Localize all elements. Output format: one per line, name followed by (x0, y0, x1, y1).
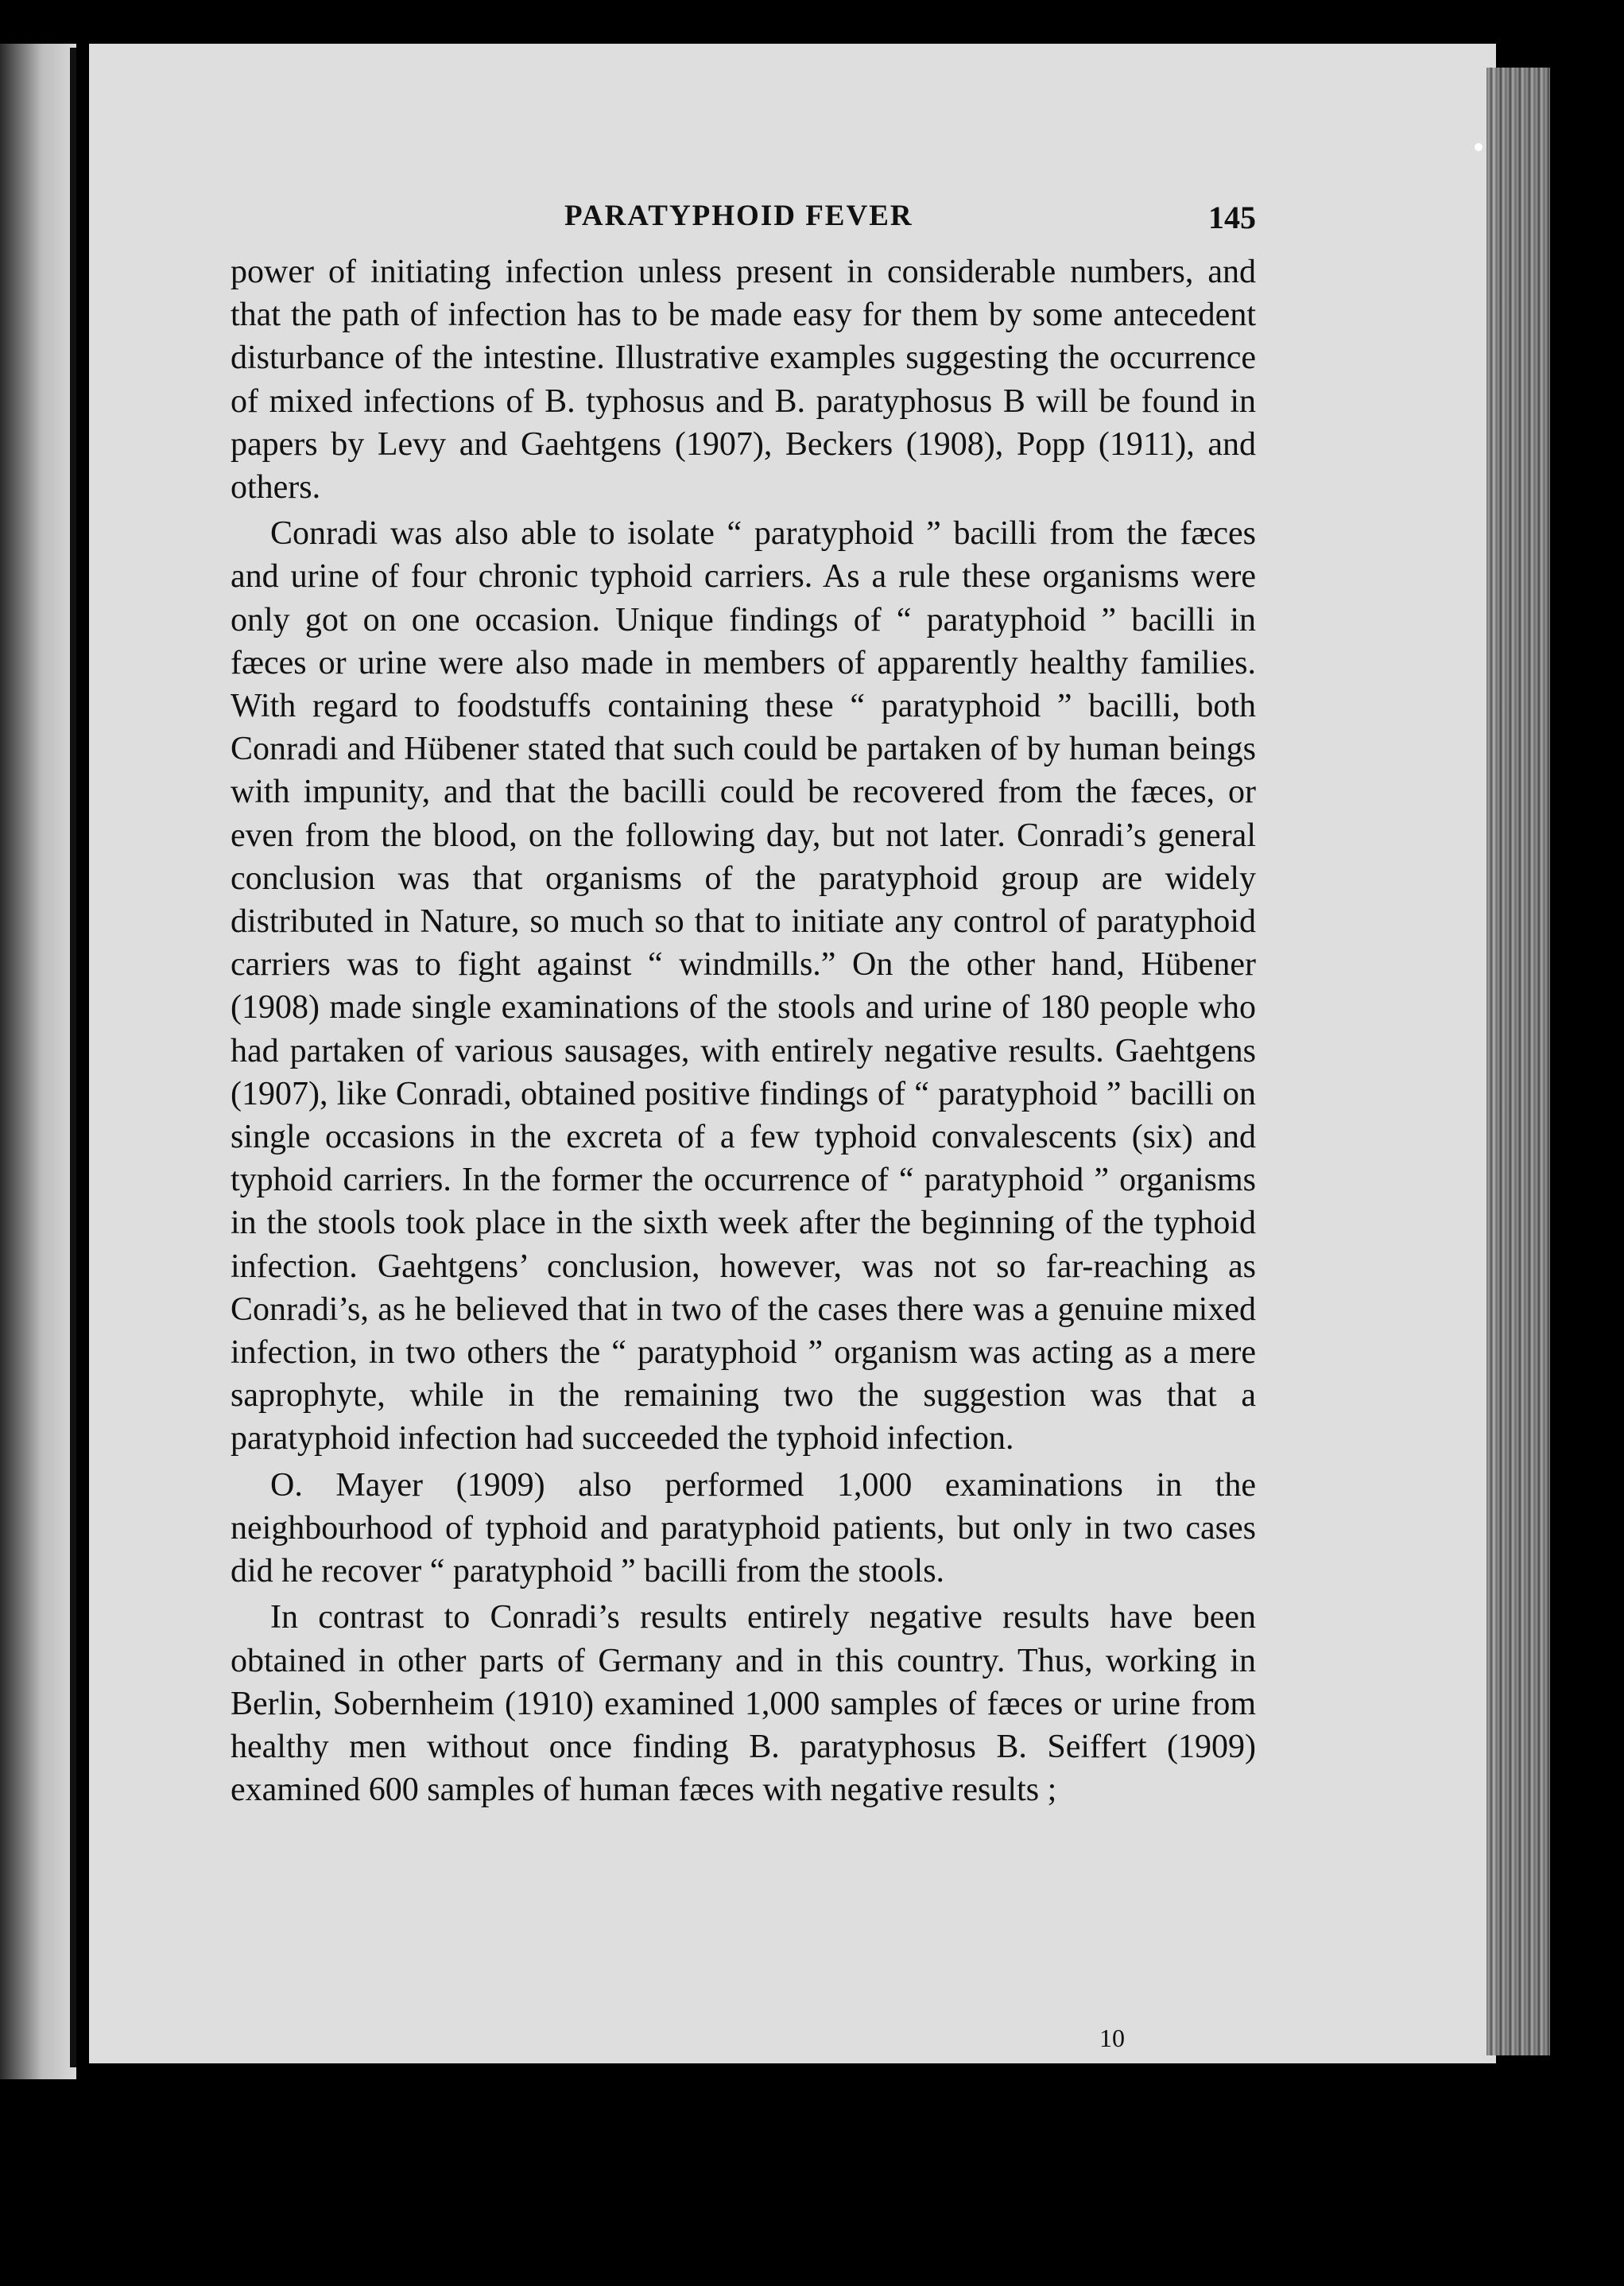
adjacent-page-edge (0, 44, 76, 2079)
page-number: 145 (1208, 200, 1256, 235)
paragraph: O. Mayer (1909) also performed 1,000 examinations in the neighbourhood of typhoid and paratyphoid patients, but only in two cases did he recover “ paratyphoid ” bacilli from the stools. (231, 1466, 1256, 1590)
page-header (231, 199, 1256, 239)
page-stack-edge (1486, 68, 1550, 2055)
paragraph: power of initiating infection unless present in considerable numbers, and that the path of infection has to be made easy for them by some antecedent disturbance of the intestine. Illustrative examples suggesting the occurrence of mixed infections of B. typhosus and B. paratyphosus B will be found in papers by Levy and Gaehtgens (1907), Beckers (1908), Popp (1911), and others. (231, 254, 1256, 506)
paragraph: In contrast to Conradi’s results entirely negative results have been obtained in other parts of Germany and in this country. Thus, working in Berlin, Sobernheim (1910) examined 1,000 samples of fæces or urine from healthy men without once finding B. paratyphosus B. Seiffert (1909) examined 600 samples of human fæces with negative results ; (231, 1599, 1256, 1809)
body-text (231, 250, 1256, 1811)
dust-speck (1475, 143, 1483, 151)
signature-mark: 10 (1099, 2024, 1125, 2052)
paragraph: Conradi was also able to isolate “ paratyphoid ” bacilli from the fæces and urine of four chronic typhoid carriers. As a rule these organisms were only got on one occasion. Unique findings of “ paratyphoid ” bacilli in fæces or urine were also made in members of apparently healthy families. With regard to foodstuffs containing these “ paratyphoid ” bacilli, both Conradi and Hübener stated that such could be partaken of by human beings with impunity, and that the bacilli could be recovered from the fæces, or even from the blood, on the following day, but not later. Conradi’s general conclusion was that organisms of the paratyphoid group are widely distributed in Nature, so much so that to initiate any control of paratyphoid carriers was to fight against “ windmills.” On the other hand, Hübener (1908) made single examinations of the stools and urine of 180 people who had partaken of various sausages, with entirely negative results. Gaehtgens (1907), like Conradi, obtained positive findings of “ paratyphoid ” bacilli on single occasions in the excreta of a few typhoid convalescents (six) and typhoid carriers. In the former the occurrence of “ paratyphoid ” organisms in the stools took place in the sixth week after the beginning of the typhoid infection. Gaehtgens’ conclusion, however, was not so far-reaching as Conradi’s, as he believed that in two of the cases there was a genuine mixed infection, in two others the “ paratyphoid ” organism was acting as a mere saprophyte, while in the remaining two the suggestion was that a paratyphoid infection had succeeded the typhoid infection. (231, 515, 1256, 1457)
running-head: PARATYPHOID FEVER (564, 200, 913, 232)
binding-gutter (70, 48, 76, 2067)
